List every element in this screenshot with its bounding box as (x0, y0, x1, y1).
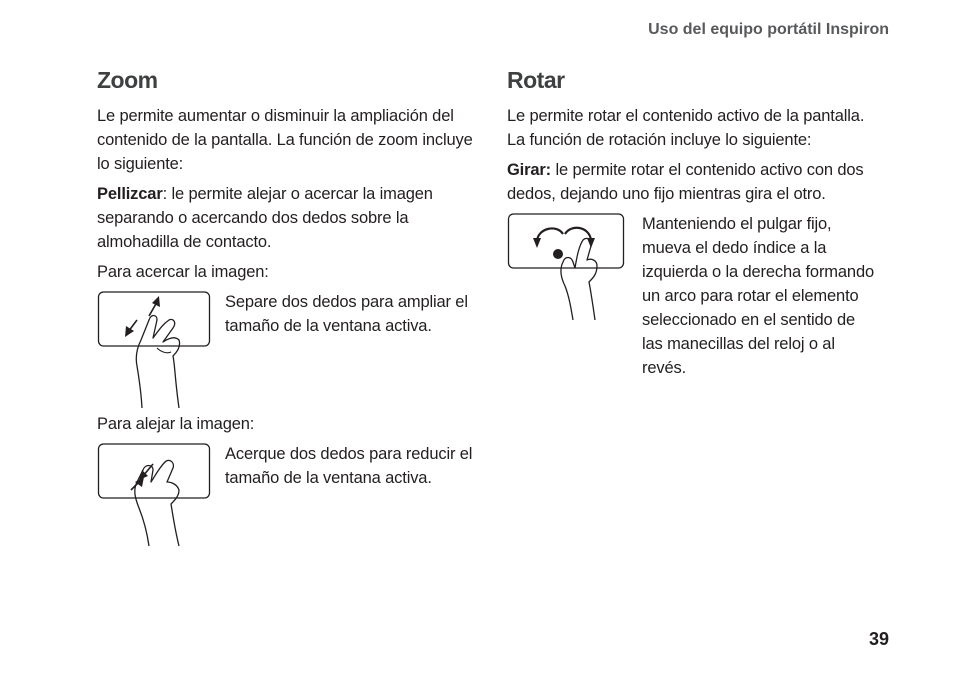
zoom-in-illustration (97, 290, 219, 410)
pinch-term: Pellizcar (97, 185, 163, 203)
running-header: Uso del equipo portátil Inspiron (648, 21, 889, 38)
zoom-out-gesture-icon (97, 442, 219, 547)
rotate-figure-row (507, 212, 877, 382)
page-number: 39 (868, 629, 889, 649)
zoom-out-figure-row (97, 442, 482, 552)
zoom-in-gesture-icon (97, 290, 219, 410)
zoom-intro: Le permite aumentar o disminuir la ampliación del contenido de la pantalla. La función de zoom incluye lo siguiente: (97, 107, 473, 173)
rotate-section (507, 66, 877, 382)
pinch-description: : le permite alejar o acercar la imagen separando o acercando dos dedos sobre la almohadilla de contacto. (97, 185, 433, 251)
zoom-out-illustration (97, 442, 219, 547)
rotate-caption: Manteniendo el pulgar fijo, mueva el dedo índice a la izquierda o la derecha formando un arco para rotar el elemento seleccionado en el sentido de las manecillas del reloj o al revés. (642, 215, 874, 377)
zoom-out-label: Para alejar la imagen: (97, 415, 255, 433)
zoom-in-figure-row (97, 290, 482, 412)
zoom-heading: Zoom (97, 67, 158, 93)
rotate-illustration (507, 212, 631, 322)
pinch-paragraph (97, 182, 482, 254)
zoom-section (97, 66, 482, 552)
rotate-gesture-icon (507, 212, 631, 322)
zoom-out-caption: Acerque dos dedos para reducir el tamaño de la ventana activa. (225, 445, 473, 487)
zoom-in-caption: Separe dos dedos para ampliar el tamaño de la ventana activa. (225, 293, 468, 335)
twist-description: le permite rotar el contenido activo con dos dedos, dejando uno fijo mientras gira el otro. (507, 161, 864, 203)
twist-term: Girar: (507, 161, 552, 179)
rotate-heading: Rotar (507, 67, 565, 93)
zoom-in-label: Para acercar la imagen: (97, 263, 269, 281)
rotate-intro: Le permite rotar el contenido activo de la pantalla. La función de rotación incluye lo siguiente: (507, 107, 865, 149)
twist-paragraph (507, 158, 877, 206)
